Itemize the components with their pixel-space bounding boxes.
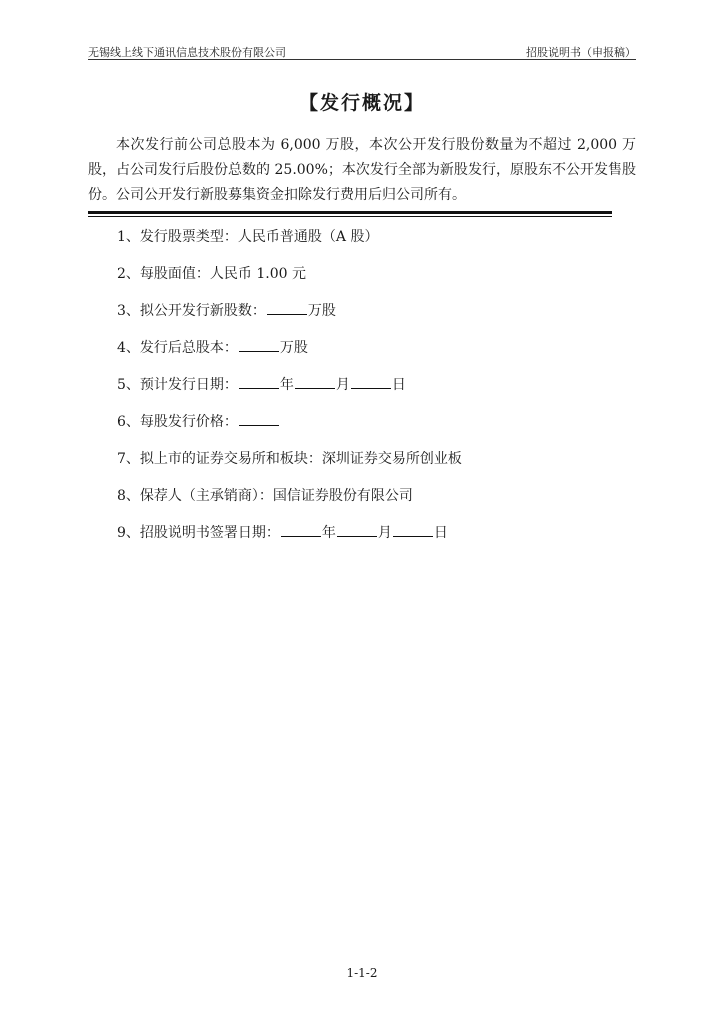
list-item-issue-price: [117, 411, 462, 434]
fill-blank: [239, 337, 279, 352]
double-rule-divider: [88, 211, 612, 217]
header-company-name: 无锡线上线下通讯信息技术股份有限公司: [88, 46, 286, 59]
year-label: 年: [279, 377, 294, 393]
thick-rule: [88, 211, 612, 214]
page-header: [88, 40, 636, 60]
item-label: 4、发行后总股本：: [117, 340, 238, 356]
list-item-sponsor: [117, 485, 462, 508]
list-item-par-value: [117, 263, 462, 286]
section-title: 【发行概况】: [298, 92, 425, 114]
item-unit: 万股: [307, 303, 336, 319]
fill-blank: [267, 300, 307, 315]
year-label: 年: [321, 525, 336, 541]
thin-rule: [88, 216, 612, 217]
list-item-stock-type: [117, 226, 462, 249]
header-document-type: 招股说明书（申报稿）: [526, 46, 636, 59]
item-label: 5、预计发行日期：: [117, 377, 238, 393]
fill-blank-day: [351, 374, 391, 389]
fill-blank-year: [239, 374, 279, 389]
fill-blank-year: [281, 522, 321, 537]
month-label: 月: [377, 525, 392, 541]
header-divider: [88, 59, 636, 60]
item-unit: 万股: [279, 340, 308, 356]
day-label: 日: [433, 525, 448, 541]
item-text: 1、发行股票类型：人民币普通股（A 股）: [117, 229, 379, 245]
list-item-signing-date: [117, 522, 462, 545]
fill-blank: [239, 411, 279, 426]
item-label: 6、每股发行价格：: [117, 414, 238, 430]
offering-items-list: [117, 226, 462, 559]
list-item-total-shares: [117, 337, 462, 360]
item-text: 2、每股面值：人民币 1.00 元: [117, 266, 306, 282]
fill-blank-month: [295, 374, 335, 389]
list-item-issue-date: [117, 374, 462, 397]
day-label: 日: [391, 377, 406, 393]
month-label: 月: [335, 377, 350, 393]
intro-paragraph: 本次发行前公司总股本为 6,000 万股，本次公开发行股份数量为不超过 2,000 万股，占公司发行后股份总数的 25.00%；本次发行全部为新股发行，原股东不公开发售股份。公司公开发行新股募集资金扣除发行费用后归公司所有。: [88, 137, 636, 203]
fill-blank-month: [337, 522, 377, 537]
list-item-exchange: [117, 448, 462, 471]
item-text: 8、保荐人（主承销商）：国信证券股份有限公司: [117, 488, 413, 504]
item-label: 9、招股说明书签署日期：: [117, 525, 280, 541]
item-label: 3、拟公开发行新股数：: [117, 303, 266, 319]
page-number: 1-1-2: [346, 966, 378, 980]
item-text: 7、拟上市的证券交易所和板块：深圳证券交易所创业板: [117, 451, 462, 467]
list-item-new-shares: [117, 300, 462, 323]
fill-blank-day: [393, 522, 433, 537]
